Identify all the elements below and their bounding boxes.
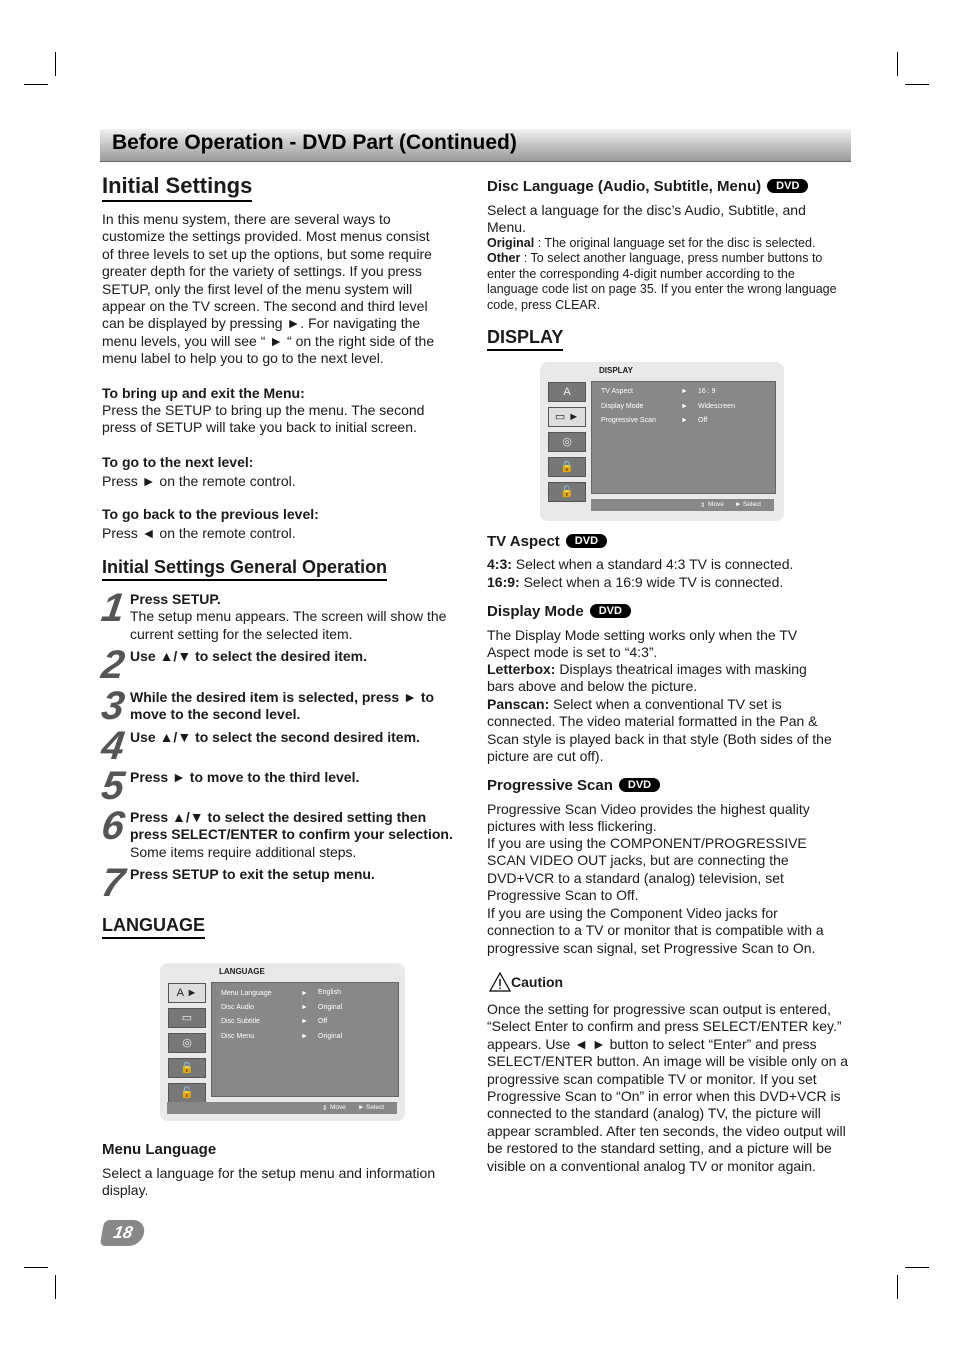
menu-row-label: Menu Language (221, 990, 272, 997)
step-number: 7 (98, 861, 128, 905)
step-text (130, 591, 462, 643)
header-banner (100, 129, 851, 162)
display-icon: ▭ (168, 1008, 206, 1028)
step-number: 5 (98, 764, 128, 808)
menu-title: DISPLAY (599, 366, 633, 375)
display-menu-panel (540, 362, 784, 521)
lock-icon: 🔒 (548, 457, 586, 477)
arrow-right-icon: ► (681, 417, 688, 424)
dvd-badge: DVD (767, 179, 808, 193)
others-icon: 🔓 (168, 1083, 206, 1103)
original-text: : The original language set for the disc is selected. (534, 236, 816, 250)
language-icon: A (548, 382, 586, 402)
other-note (487, 251, 839, 313)
panscan-desc: Select when a conventional TV set is connected. The video material formatted in the Pan & Scan style is played back in that style (Both sides of the picture are cut off). (487, 696, 832, 765)
original-note (487, 236, 837, 252)
step-bold: Press ▲/▼ to select the desired setting then press SELECT/ENTER to confirm your selection. (130, 809, 453, 843)
general-operation-title: Initial Settings General Operation (102, 557, 387, 581)
general-operation-heading (102, 557, 387, 581)
step-number: 1 (98, 586, 128, 630)
caution-heading (489, 972, 563, 992)
progressive-scan-title: Progressive Scan (487, 777, 613, 794)
tv-aspect-169-label: 16:9: (487, 574, 520, 590)
step-text: Press SETUP to exit the setup menu. (130, 866, 375, 882)
prev-level-heading: To go back to the previous level: (102, 506, 319, 522)
step-detail: Some items require additional steps. (130, 843, 357, 860)
step-text: Use ▲/▼ to select the desired item. (130, 648, 368, 664)
menu-row-value: Off (698, 417, 708, 424)
move-icon: ⇕ (322, 1105, 328, 1112)
tv-aspect-43-text: Select when a standard 4:3 TV is connected. (511, 556, 794, 572)
menu-row-label: Disc Audio (221, 1004, 255, 1011)
menu-row-value: Original (318, 1004, 343, 1011)
menu-row-value: Widescreen (698, 403, 735, 410)
language-icon: A ► (168, 983, 206, 1003)
caution-text: Once the setting for progressive scan output is entered, “Select Enter to confirm and press SELECT/ENTER key.” appears. Use ◄ ► button to select “Enter” and press SELECT/ENTER button. An image will be visible only on a progressive scan compatible TV or monitor. If you set Progressive Scan to “On” in error when this DVD+VCR is connected to the standard (analog) TV, the picture will appear scrambled. After ten seconds, the video output will be restored to the standard setting, and a picture will be visible on a conventional analog TV or monitor again. (487, 1001, 849, 1174)
menu-title: LANGUAGE (219, 967, 265, 976)
page-number: 18 (100, 1220, 147, 1246)
arrow-right-icon: ► (681, 388, 688, 395)
menu-language-heading: Menu Language (102, 1141, 217, 1158)
move-icon: ⇕ (700, 502, 706, 509)
menu-row-label: TV Aspect (601, 388, 633, 395)
select-arrow-icon: ► (358, 1104, 365, 1111)
tv-aspect-169 (487, 574, 842, 591)
section-title (102, 173, 252, 202)
arrow-right-icon: ► (301, 990, 308, 997)
menu-row-label: Progressive Scan (601, 417, 656, 424)
others-icon: 🔓 (548, 482, 586, 502)
bring-up-heading: To bring up and exit the Menu: (102, 385, 305, 401)
menu-options-box (211, 982, 399, 1097)
menu-row-value: 16 : 9 (698, 388, 716, 395)
audio-icon: ◎ (168, 1033, 206, 1053)
crop-mark (24, 1267, 48, 1268)
step-bold: Press SETUP. (130, 591, 221, 607)
next-level-text: Press ► on the remote control. (102, 473, 296, 489)
caution-title: Caution (511, 974, 564, 990)
menu-row-label: Disc Menu (221, 1033, 255, 1040)
original-label: Original (487, 236, 535, 250)
intro-text: In this menu system, there are several ways to customize the settings provided. Most menus consist of three levels to set up the options, but some require greater depth for the variety of settings. If you press SETUP, only the first level of the menu system will appear on the TV screen. The second and third level can be displayed by pressing ►. For navigating the menu levels, you will see “ ► “ on the right side of the menu label to help you to go to the next level. (102, 211, 435, 367)
move-label: Move (708, 501, 724, 508)
tv-aspect-43-label: 4:3: (487, 556, 512, 572)
menu-row-value: Original (318, 1033, 343, 1040)
menu-row-label: Disc Subtitle (221, 1018, 260, 1025)
menu-row-value: Off (318, 1018, 328, 1025)
step-text (130, 809, 462, 861)
arrow-right-icon: ► (681, 403, 688, 410)
step-number: 3 (98, 684, 128, 728)
crop-mark (24, 84, 48, 85)
progressive-scan-text-3: If you are using the Component Video jacks for connection to a TV or monitor that is compatible with a progressive scan signal, set Progressive Scan to On. (487, 905, 824, 956)
display-mode-heading (487, 603, 631, 620)
dvd-badge: DVD (566, 534, 607, 548)
step-number: 2 (98, 643, 128, 687)
menu-nav-bar (167, 1102, 397, 1114)
panscan-text (487, 696, 847, 766)
menu-language-text: Select a language for the setup menu and information display. (102, 1165, 436, 1199)
other-label: Other (487, 251, 521, 265)
next-level-heading: To go to the next level: (102, 454, 254, 470)
bring-up-text: Press the SETUP to bring up the menu. The second press of SETUP will take you back to initial screen. (102, 402, 425, 436)
menu-nav-bar (591, 499, 774, 511)
crop-mark (905, 1267, 929, 1268)
display-mode-title: Display Mode (487, 603, 584, 620)
menu-icon-column (168, 983, 210, 1108)
warning-icon (489, 972, 511, 992)
step-text: Use ▲/▼ to select the second desired item. (130, 729, 420, 745)
select-arrow-icon: ► (735, 501, 742, 508)
disc-language-title: Disc Language (Audio, Subtitle, Menu) (487, 178, 762, 195)
crop-mark (897, 52, 898, 76)
language-heading (102, 915, 205, 939)
language-title: LANGUAGE (102, 915, 205, 939)
arrow-right-icon: ► (301, 1018, 308, 1025)
step-number: 6 (98, 804, 128, 848)
tv-aspect-169-text: Select when a 16:9 wide TV is connected. (519, 574, 784, 590)
progressive-scan-text-2: If you are using the COMPONENT/PROGRESSIVE SCAN VIDEO OUT jacks, but are connecting the DVD+VCR to a standard (analog) television, set Progressive Scan to Off. (487, 835, 807, 904)
prev-level-text: Press ◄ on the remote control. (102, 525, 296, 541)
disc-language-heading (487, 178, 808, 195)
letterbox-desc: Displays theatrical images with masking bars above and below the picture. (487, 661, 807, 695)
crop-mark (55, 52, 56, 76)
language-menu-panel (160, 963, 405, 1121)
initial-settings-title: Initial Settings (102, 173, 252, 202)
page-title: Before Operation - DVD Part (Continued) (112, 131, 517, 154)
audio-icon: ◎ (548, 432, 586, 452)
select-label: Select (743, 501, 762, 508)
display-heading (487, 327, 563, 351)
tv-aspect-43 (487, 556, 842, 573)
display-icon: ▭ ► (548, 407, 586, 427)
lock-icon: 🔒 (168, 1058, 206, 1078)
step-text: While the desired item is selected, press ► to move to the second level. (130, 689, 435, 723)
move-label: Move (330, 1104, 346, 1111)
disc-language-text: Select a language for the disc’s Audio, Subtitle, and Menu. (487, 202, 806, 236)
crop-mark (905, 84, 929, 85)
menu-row-value: English (318, 989, 341, 996)
step-detail: The setup menu appears. The screen will show the current setting for the selected item. (130, 608, 447, 642)
crop-mark (897, 1275, 898, 1299)
menu-options-box (591, 381, 776, 494)
menu-icon-column (548, 382, 590, 507)
dvd-badge: DVD (590, 604, 631, 618)
crop-mark (55, 1275, 56, 1299)
progressive-scan-heading (487, 777, 660, 794)
display-title: DISPLAY (487, 327, 563, 351)
step-number: 4 (98, 724, 128, 768)
arrow-right-icon: ► (301, 1004, 308, 1011)
other-text: : To select another language, press number buttons to enter the corresponding 4-digit number according to the language code list on page 35. If you enter the wrong language code, press CLEAR. (487, 251, 837, 312)
tv-aspect-heading (487, 533, 607, 550)
display-mode-text: The Display Mode setting works only when the TV Aspect mode is set to “4:3”. (487, 627, 798, 661)
panscan-label: Panscan: (487, 696, 550, 712)
letterbox-label: Letterbox: (487, 661, 556, 677)
step-text: Press ► to move to the third level. (130, 769, 360, 785)
tv-aspect-title: TV Aspect (487, 533, 560, 550)
progressive-scan-text-1: Progressive Scan Video provides the highest quality pictures with less flickering. (487, 801, 810, 835)
dvd-badge: DVD (619, 778, 660, 792)
letterbox-text (487, 661, 832, 696)
select-label: Select (366, 1104, 385, 1111)
menu-row-label: Display Mode (601, 403, 644, 410)
arrow-right-icon: ► (301, 1033, 308, 1040)
